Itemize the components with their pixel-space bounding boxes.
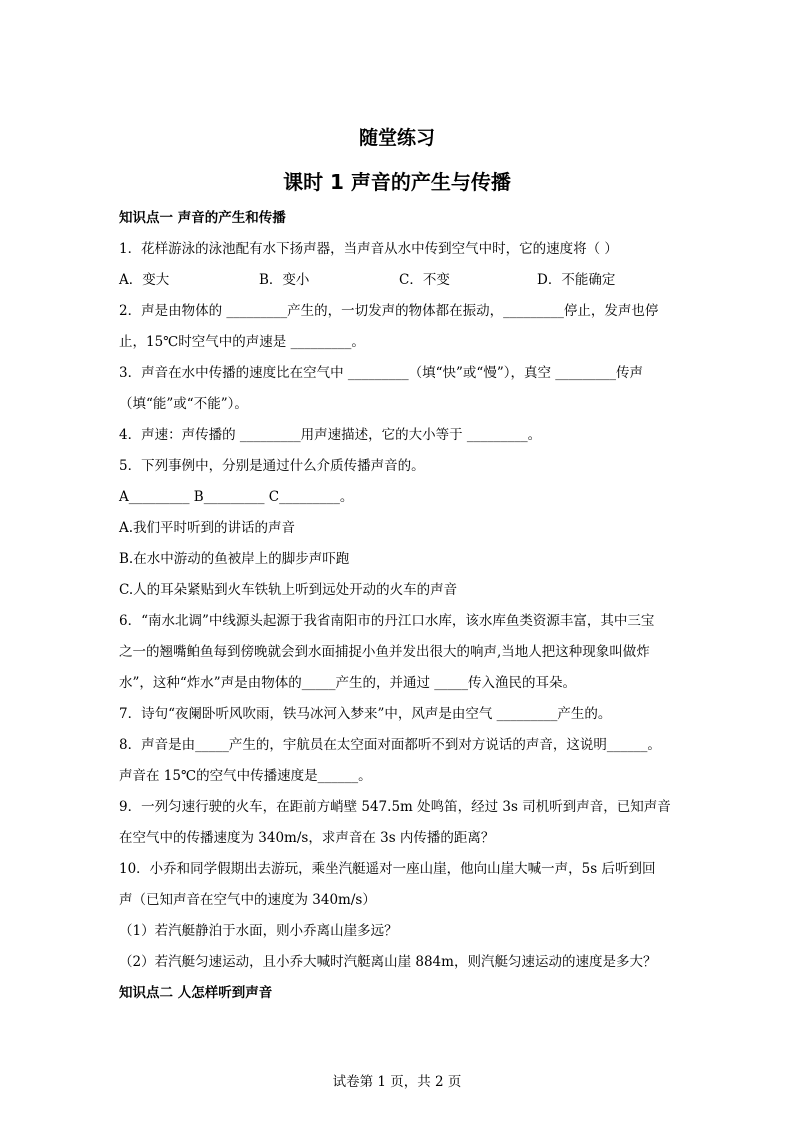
question-9-line-2: 在空气中的传播速度为 340m/s，求声音在 3s 内传播的距离？ bbox=[119, 830, 495, 846]
question-1-options bbox=[119, 265, 679, 296]
question-1: 1．花样游泳的泳池配有水下扬声器，当声音从水中传到空气中时，它的速度将（ ） bbox=[119, 241, 618, 257]
question-7: 7．诗句“夜阑卧听风吹雨，铁马冰河入梦来”中，风声是由空气 _________产生的。 bbox=[119, 706, 612, 722]
question-2-line-2: 止，15℃时空气中的声速是 _________。 bbox=[119, 334, 365, 350]
question-5-item-a: A.我们平时听到的讲话的声音 bbox=[119, 520, 296, 536]
question-5-blanks: A_________ B_________ C_________。 bbox=[119, 489, 354, 505]
question-10-part-1: （1）若汽艇静泊于水面，则小乔离山崖多远？ bbox=[119, 923, 398, 939]
question-5-item-b: B.在水中游动的鱼被岸上的脚步声吓跑 bbox=[119, 551, 350, 567]
question-5-item-c: C.人的耳朵紧贴到火车铁轨上听到远处开动的火车的声音 bbox=[119, 582, 458, 598]
question-3-line-1: 3．声音在水中传播的速度比在空气中 _________（填“快”或“慢”），真空 _________传声 bbox=[119, 365, 644, 381]
question-10-part-2: （2）若汽艇匀速运动，且小乔大喊时汽艇离山崖 884m，则汽艇匀速运动的速度是多大？ bbox=[119, 954, 657, 970]
option-c: C．不变 bbox=[399, 272, 450, 288]
question-8-line-2: 声音在 15℃的空气中传播速度是______。 bbox=[119, 768, 372, 784]
question-9-line-1: 9．一列匀速行驶的火车，在距前方峭壁 547.5m 处鸣笛，经过 3s 司机听到声音，已知声音 bbox=[119, 799, 671, 815]
question-10-line-1: 10．小乔和同学假期出去游玩，乘坐汽艇遥对一座山崖，他向山崖大喊一声，5s 后听到回 bbox=[119, 861, 656, 877]
question-2-line-1: 2．声是由物体的 _________产生的，一切发声的物体都在振动，_________停止，发声也停 bbox=[119, 303, 659, 319]
lesson-subtitle: 课时 1 声音的产生与传播 bbox=[283, 170, 511, 194]
page-title: 随堂练习 bbox=[358, 127, 435, 149]
section-heading-1: 知识点一 声音的产生和传播 bbox=[119, 210, 286, 226]
option-d: D．不能确定 bbox=[537, 272, 616, 288]
question-6-line-1: 6．“南水北调”中线源头起源于我省南阳市的丹江口水库，该水库鱼类资源丰富，其中三宝 bbox=[119, 613, 655, 629]
option-b: B．变小 bbox=[259, 272, 310, 288]
page-footer: 试卷第 1 页，共 2 页 bbox=[332, 1074, 462, 1090]
question-10-line-2: 声（已知声音在空气中的速度为 340m/s） bbox=[119, 892, 376, 908]
worksheet-content bbox=[119, 203, 679, 1009]
question-3-line-2: （填“能”或“不能”）。 bbox=[119, 396, 248, 412]
question-8-line-1: 8．声音是由_____产生的，宇航员在太空面对面都听不到对方说话的声音，这说明______。 bbox=[119, 737, 661, 753]
question-6-line-2: 之一的翘嘴鲌鱼每到傍晚就会到水面捕捉小鱼并发出很大的响声,当地人把这种现象叫做炸 bbox=[119, 644, 650, 660]
question-4: 4．声速：声传播的 _________用声速描述，它的大小等于 _________。 bbox=[119, 427, 542, 443]
section-heading-2: 知识点二 人怎样听到声音 bbox=[119, 985, 273, 1001]
option-a: A．变大 bbox=[119, 272, 170, 288]
question-6-line-3: 水”，这种“炸水”声是由物体的_____产生的，并通过 _____传入渔民的耳朵。 bbox=[119, 675, 576, 691]
question-5: 5．下列事例中，分别是通过什么介质传播声音的。 bbox=[119, 458, 425, 474]
